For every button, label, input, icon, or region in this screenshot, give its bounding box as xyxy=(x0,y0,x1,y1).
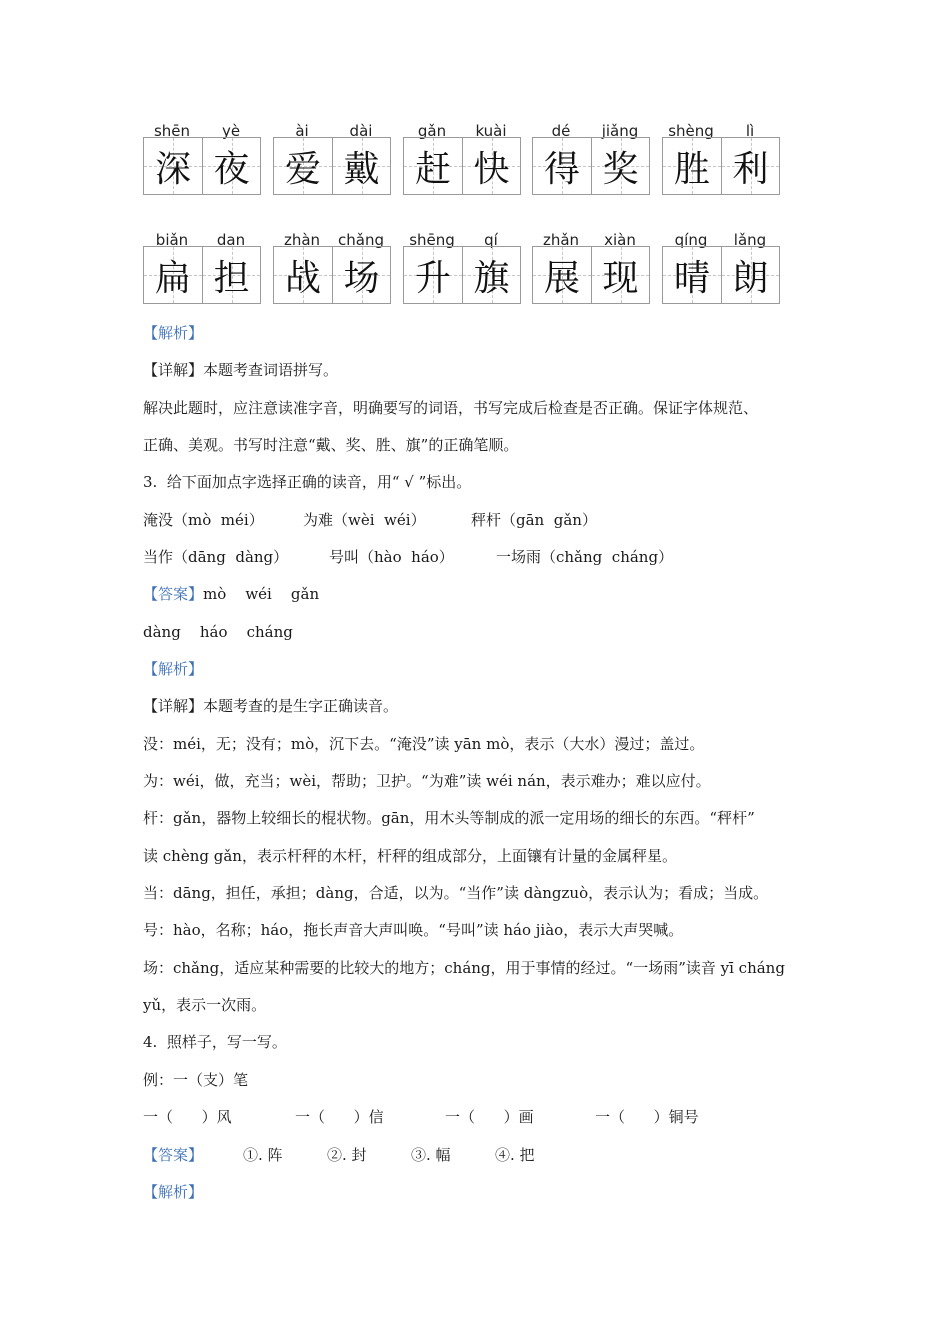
word-grid xyxy=(273,231,391,299)
detail-text: 本题考查的是生字正确读音。 xyxy=(203,697,399,715)
question-4-title: 4. 照样子，写一写。 xyxy=(143,1033,287,1051)
explanation-line: 当：dāng，担任，承担；dàng，合适，以为。“当作”读 dàngzuò，表示认为；看成；当成。 xyxy=(143,884,769,902)
pinyin: kuài xyxy=(475,122,507,140)
detail-label: 【详解】 xyxy=(143,361,204,379)
explanation-line: 场：chǎng，适应某种需要的比较大的地方；cháng，用于事情的经过。“一场雨”读音 yī cháng xyxy=(143,959,785,977)
word-grid xyxy=(143,122,261,190)
option-item: 一场雨（chǎng cháng） xyxy=(496,548,674,566)
fill-blank: 一（ ）铜号 xyxy=(595,1108,699,1126)
explanation-line: 读 chèng gǎn，表示杆秤的木杆，杆秤的组成部分，上面镶有计量的金属秤星。 xyxy=(143,847,677,865)
fill-blank: 一（ ）信 xyxy=(295,1108,384,1126)
hanzi-char: 现 xyxy=(602,257,639,299)
hanzi-char: 扁 xyxy=(154,257,191,299)
explanation-line: 杆：gǎn，器物上较细长的棍状物。gān，用木头等制成的派一定用场的细长的东西。“秤杆” xyxy=(143,809,755,827)
answer-item: ③. 幅 xyxy=(411,1146,451,1164)
detail-label: 【详解】 xyxy=(143,697,204,715)
pinyin: dan xyxy=(216,231,246,249)
pinyin: lì xyxy=(745,122,755,140)
word-grid xyxy=(532,231,650,299)
hanzi-char: 朗 xyxy=(732,257,769,299)
pinyin: shēn xyxy=(153,122,191,140)
pinyin-grid-row-2 xyxy=(143,231,783,416)
explanation-line: 为：wéi，做，充当；wèi，帮助；卫护。“为难”读 wéi nán，表示难办；难以应付。 xyxy=(143,772,711,790)
pinyin: zhǎn xyxy=(542,231,580,249)
hanzi-char: 升 xyxy=(414,257,451,299)
pinyin: biǎn xyxy=(155,231,189,249)
explanation-line: yǔ，表示一次雨。 xyxy=(143,996,267,1014)
detail-text: 本题考查词语拼写。 xyxy=(203,361,339,379)
word-grid xyxy=(662,231,780,299)
option-item: 秤杆（gān gǎn） xyxy=(471,511,597,529)
hanzi-char: 胜 xyxy=(673,148,710,190)
word-grid xyxy=(143,231,261,299)
detail-line xyxy=(143,696,398,716)
hanzi-char: 戴 xyxy=(343,148,380,190)
word-grid xyxy=(403,122,521,190)
hanzi-char: 得 xyxy=(543,148,580,190)
question-3-title: 3. 给下面加点字选择正确的读音，用“ √ ”标出。 xyxy=(143,473,472,491)
hanzi-char: 利 xyxy=(732,148,769,190)
hanzi-char: 深 xyxy=(154,148,191,190)
hanzi-char: 快 xyxy=(473,148,510,190)
pinyin: ài xyxy=(295,122,309,140)
answer-line xyxy=(143,584,319,604)
pinyin: yè xyxy=(221,122,241,140)
detail-line xyxy=(143,360,338,380)
paragraph-line: 解决此题时，应注意读准字音，明确要写的词语，书写完成后检查是否正确。保证字体规范、 xyxy=(143,399,759,417)
option-item: 当作（dāng dàng） xyxy=(143,548,289,566)
pinyin: jiǎng xyxy=(601,122,639,140)
pinyin: shèng xyxy=(668,122,714,140)
analysis-label: 【解析】 xyxy=(143,324,204,342)
answer-item: ④. 把 xyxy=(495,1146,535,1164)
pinyin: dài xyxy=(349,122,373,140)
pinyin: lǎng xyxy=(733,231,767,249)
hanzi-char: 旗 xyxy=(473,257,510,299)
option-item: 为难（wèi wéi） xyxy=(303,511,426,529)
pinyin: zhàn xyxy=(283,231,321,249)
example-line: 例：一（支）笔 xyxy=(143,1071,249,1089)
answer-label: 【答案】 xyxy=(143,585,204,603)
word-grid xyxy=(403,231,521,299)
pinyin: shēng xyxy=(409,231,455,249)
word-grid xyxy=(273,122,391,190)
explanation-line: 没：méi，无；没有；mò，沉下去。“淹没”读 yān mò，表示（大水）漫过；盖过。 xyxy=(143,735,705,753)
pinyin: gǎn xyxy=(417,122,447,140)
hanzi-char: 晴 xyxy=(673,257,710,299)
fill-blank: 一（ ）风 xyxy=(143,1108,232,1126)
answer-text: mò wéi gǎn xyxy=(203,585,320,603)
word-grid xyxy=(662,122,780,190)
pinyin: dé xyxy=(551,122,571,140)
hanzi-char: 夜 xyxy=(213,148,250,190)
pinyin: qíng xyxy=(674,231,708,249)
answer-line: dàng háo cháng xyxy=(143,623,293,641)
hanzi-char: 奖 xyxy=(602,148,639,190)
answer-item: ①. 阵 xyxy=(243,1146,283,1164)
hanzi-char: 赶 xyxy=(414,148,451,190)
option-item: 号叫（hào háo） xyxy=(329,548,454,566)
pinyin: qí xyxy=(484,231,498,249)
paragraph-line: 正确、美观。书写时注意“戴、奖、胜、旗”的正确笔顺。 xyxy=(143,436,519,454)
explanation-line: 号：hào，名称；háo，拖长声音大声叫唤。“号叫”读 háo jiào，表示大声哭喊。 xyxy=(143,921,684,939)
answer-label: 【答案】 xyxy=(143,1146,204,1164)
pinyin: chǎng xyxy=(338,231,384,249)
analysis-label: 【解析】 xyxy=(143,1183,204,1201)
word-grid xyxy=(532,122,650,190)
hanzi-char: 担 xyxy=(213,257,250,299)
hanzi-char: 爱 xyxy=(284,148,321,190)
pinyin: xiàn xyxy=(604,231,636,249)
fill-blank: 一（ ）画 xyxy=(445,1108,534,1126)
answer-item: ②. 封 xyxy=(327,1146,367,1164)
hanzi-char: 战 xyxy=(284,257,321,299)
hanzi-char: 展 xyxy=(543,257,580,299)
option-item: 淹没（mò méi） xyxy=(143,511,264,529)
analysis-label: 【解析】 xyxy=(143,660,204,678)
hanzi-char: 场 xyxy=(343,257,380,299)
